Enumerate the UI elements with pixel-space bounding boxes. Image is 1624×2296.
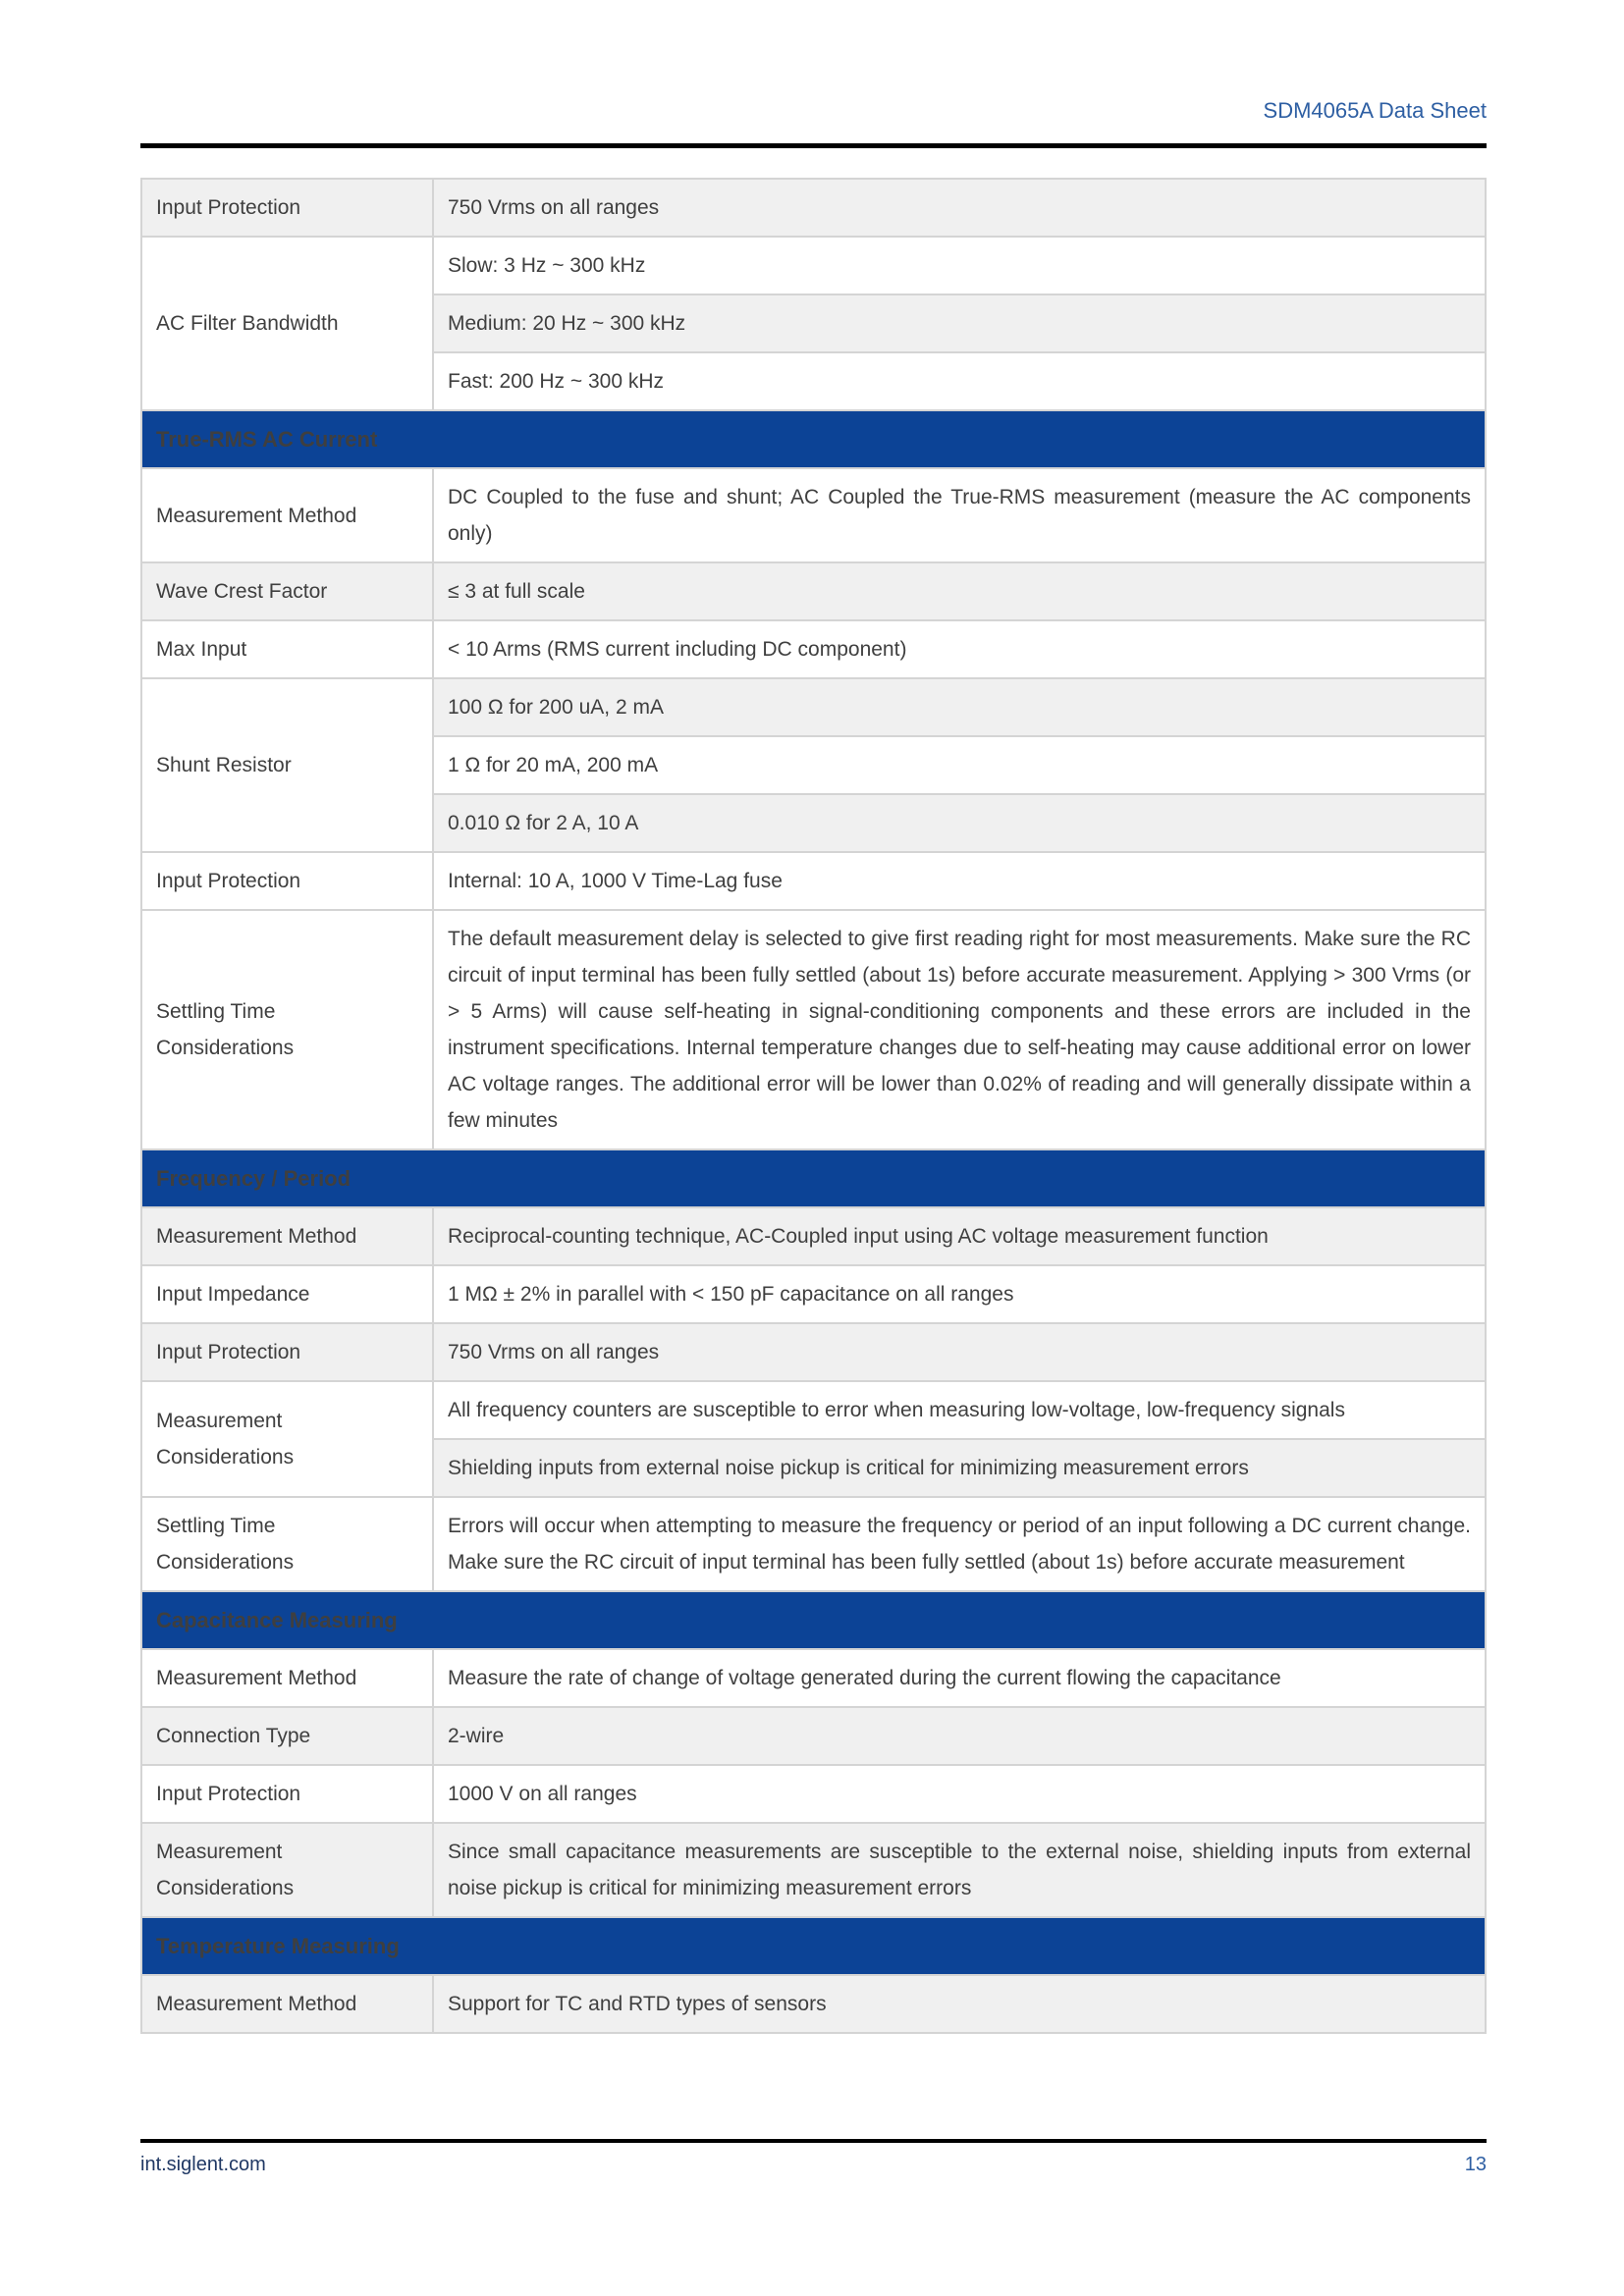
section-header-row bbox=[141, 1917, 1486, 1975]
spec-value-cell: 750 Vrms on all ranges bbox=[433, 179, 1486, 237]
spec-label-cell: Measurement Method bbox=[141, 1207, 433, 1265]
spec-label-cell: Shunt Resistor bbox=[141, 678, 433, 852]
spec-value-cell: DC Coupled to the fuse and shunt; AC Coupled the True-RMS measurement (measure the AC components only) bbox=[433, 468, 1486, 562]
spec-value-cell: ≤ 3 at full scale bbox=[433, 562, 1486, 620]
doc-header-title: SDM4065A Data Sheet bbox=[1263, 98, 1487, 123]
section-header-row bbox=[141, 410, 1486, 468]
spec-value-cell: 1000 V on all ranges bbox=[433, 1765, 1486, 1823]
section-header: Temperature Measuring bbox=[141, 1917, 1486, 1975]
spec-value-cell: Since small capacitance measurements are susceptible to the external noise, shielding inputs from external noise pickup is critical for minimizing measurement errors bbox=[433, 1823, 1486, 1917]
spec-label-cell: Connection Type bbox=[141, 1707, 433, 1765]
spec-value-cell: 0.010 Ω for 2 A, 10 A bbox=[433, 794, 1486, 852]
spec-row bbox=[141, 1207, 1486, 1265]
footer-site-link[interactable]: int.siglent.com bbox=[140, 2154, 266, 2175]
section-header-row bbox=[141, 1149, 1486, 1207]
spec-value-cell: 2-wire bbox=[433, 1707, 1486, 1765]
spec-row bbox=[141, 910, 1486, 1149]
spec-row bbox=[141, 1975, 1486, 2033]
spec-value-cell: Shielding inputs from external noise pickup is critical for minimizing measurement errors bbox=[433, 1439, 1486, 1497]
spec-row bbox=[141, 1497, 1486, 1591]
spec-label-cell: Input Impedance bbox=[141, 1265, 433, 1323]
spec-value-cell: 1 MΩ ± 2% in parallel with < 150 pF capacitance on all ranges bbox=[433, 1265, 1486, 1323]
spec-value-cell: All frequency counters are susceptible to error when measuring low-voltage, low-frequency signals bbox=[433, 1381, 1486, 1439]
footer-page-number: 13 bbox=[1464, 2154, 1487, 2175]
spec-row bbox=[141, 852, 1486, 910]
spec-value-cell: Reciprocal-counting technique, AC-Coupled input using AC voltage measurement function bbox=[433, 1207, 1486, 1265]
spec-label-cell: Wave Crest Factor bbox=[141, 562, 433, 620]
spec-row bbox=[141, 1765, 1486, 1823]
spec-row bbox=[141, 1323, 1486, 1381]
spec-value-cell: < 10 Arms (RMS current including DC component) bbox=[433, 620, 1486, 678]
spec-row bbox=[141, 1707, 1486, 1765]
spec-value-cell: Fast: 200 Hz ~ 300 kHz bbox=[433, 352, 1486, 410]
spec-row bbox=[141, 468, 1486, 562]
spec-row bbox=[141, 1823, 1486, 1917]
spec-table bbox=[140, 178, 1487, 2034]
spec-value-cell: 750 Vrms on all ranges bbox=[433, 1323, 1486, 1381]
spec-label-cell: Input Protection bbox=[141, 1323, 433, 1381]
spec-row bbox=[141, 1265, 1486, 1323]
doc-footer bbox=[140, 2154, 1487, 2176]
section-header-row bbox=[141, 1591, 1486, 1649]
spec-label-cell: Input Protection bbox=[141, 179, 433, 237]
spec-label-cell: AC Filter Bandwidth bbox=[141, 237, 433, 410]
spec-label-cell: Measurement Method bbox=[141, 1975, 433, 2033]
footer-rule bbox=[140, 2139, 1487, 2143]
section-header: Frequency / Period bbox=[141, 1149, 1486, 1207]
spec-label-cell: Measurement Method bbox=[141, 468, 433, 562]
spec-value-cell: Errors will occur when attempting to measure the frequency or period of an input following a DC current change. Make sure the RC circuit of input terminal has been fully settled (about 1s) before accurate measurement bbox=[433, 1497, 1486, 1591]
spec-row bbox=[141, 620, 1486, 678]
spec-value-cell: 1 Ω for 20 mA, 200 mA bbox=[433, 736, 1486, 794]
section-header: True-RMS AC Current bbox=[141, 410, 1486, 468]
spec-row bbox=[141, 1649, 1486, 1707]
spec-row bbox=[141, 1381, 1486, 1439]
spec-value-cell: Internal: 10 A, 1000 V Time-Lag fuse bbox=[433, 852, 1486, 910]
spec-label-cell: Measurement Considerations bbox=[141, 1381, 433, 1497]
spec-value-cell: Slow: 3 Hz ~ 300 kHz bbox=[433, 237, 1486, 294]
spec-row bbox=[141, 237, 1486, 294]
spec-label-cell: Settling Time Considerations bbox=[141, 1497, 433, 1591]
spec-value-cell: Measure the rate of change of voltage generated during the current flowing the capacitance bbox=[433, 1649, 1486, 1707]
spec-label-cell: Measurement Considerations bbox=[141, 1823, 433, 1917]
spec-value-cell: 100 Ω for 200 uA, 2 mA bbox=[433, 678, 1486, 736]
spec-row bbox=[141, 562, 1486, 620]
spec-row bbox=[141, 179, 1486, 237]
spec-label-cell: Settling Time Considerations bbox=[141, 910, 433, 1149]
spec-value-cell: Support for TC and RTD types of sensors bbox=[433, 1975, 1486, 2033]
spec-label-cell: Measurement Method bbox=[141, 1649, 433, 1707]
spec-label-cell: Max Input bbox=[141, 620, 433, 678]
header-rule bbox=[140, 143, 1487, 148]
spec-value-cell: The default measurement delay is selected to give first reading right for most measurements. Make sure the RC circuit of input terminal has been fully settled (about 1s) before accurate measurement. Applying > 300 Vrms (or > 5 Arms) will cause self-heating in signal-conditioning components and these errors are included in the instrument specifications. Internal temperature changes due to self-heating may cause additional error on lower AC voltage ranges. The additional error will be lower than 0.02% of reading and will generally dissipate within a few minutes bbox=[433, 910, 1486, 1149]
spec-value-cell: Medium: 20 Hz ~ 300 kHz bbox=[433, 294, 1486, 352]
spec-label-cell: Input Protection bbox=[141, 1765, 433, 1823]
section-header: Capacitance Measuring bbox=[141, 1591, 1486, 1649]
spec-row bbox=[141, 678, 1486, 736]
spec-label-cell: Input Protection bbox=[141, 852, 433, 910]
